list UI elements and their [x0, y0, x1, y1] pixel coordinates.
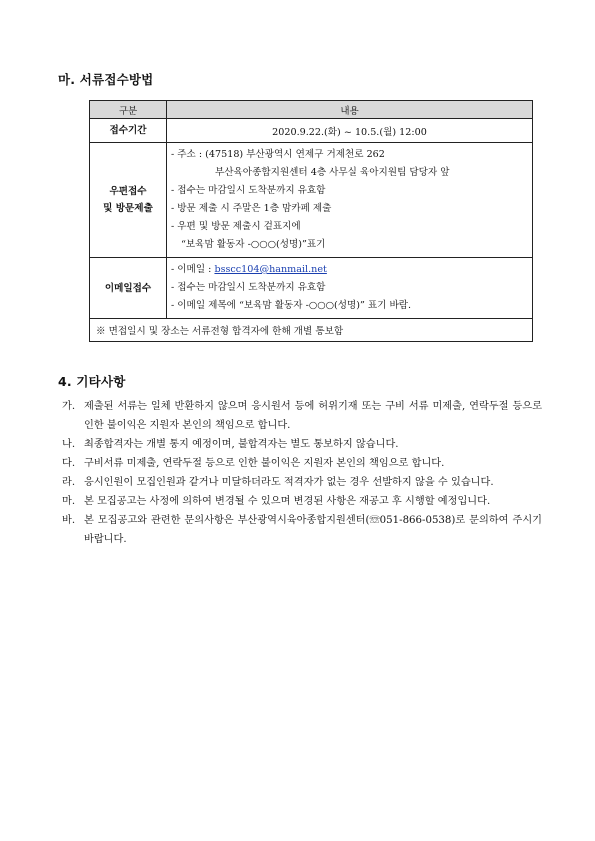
item-text: 본 모집공고와 관련한 문의사항은 부산광역시육아종합지원센터(☏051-866-0538)로 문의하여 주시기 바랍니다.	[84, 515, 542, 545]
item-marker: 가.	[62, 401, 76, 412]
mail-label-line1: 우편접수	[109, 186, 147, 197]
mail-address-line: - 주소 : (47518) 부산광역시 연제구 거제천로 262	[171, 149, 385, 160]
mail-recipient-line: 부산육아종합지원센터 4층 사무실 육아지원팀 담당자 앞	[215, 167, 450, 178]
table-row-note	[90, 319, 533, 342]
item-text: 구비서류 미제출, 연락두절 등으로 인한 불이익은 지원자 본인의 책임으로 합니다.	[84, 458, 445, 469]
other-matters-list	[62, 397, 542, 549]
list-item	[62, 454, 542, 473]
section-title-application-method: 마. 서류접수방법	[58, 72, 154, 87]
period-value: 2020.9.22.(화) ~ 10.5.(월) 12:00	[167, 119, 533, 143]
table-row-period	[90, 119, 533, 143]
mail-weekend-line: - 방문 제출 시 주말은 1층 맘카페 제출	[171, 203, 332, 214]
mail-cover-line: - 우편 및 방문 제출시 겉표지에	[171, 221, 301, 232]
mail-content	[167, 143, 533, 258]
item-text: 응시인원이 모집인원과 같거나 미달하더라도 적격자가 없는 경우 선발하지 않을 수 있습니다.	[84, 477, 494, 488]
item-marker: 바.	[62, 515, 76, 526]
list-item	[62, 492, 542, 511]
table-header-row	[90, 101, 533, 119]
mail-label-line2: 및 방문제출	[103, 203, 153, 214]
section-title-other-matters: 4. 기타사항	[58, 374, 126, 389]
item-text: 제출된 서류는 일체 반환하지 않으며 응시원서 등에 허위기재 또는 구비 서류 미제출, 연락두절 등으로 인한 불이익은 지원자 본인의 책임으로 합니다.	[84, 401, 542, 431]
interview-note: ※ 면접일시 및 장소는 서류전형 합격자에 한해 개별 통보함	[90, 319, 533, 342]
email-address-line	[171, 261, 532, 279]
item-marker: 다.	[62, 458, 76, 469]
application-method-table	[89, 100, 533, 342]
email-prefix: - 이메일 :	[171, 264, 215, 275]
item-text: 본 모집공고는 사정에 의하여 변경될 수 있으며 변경된 사항은 재공고 후 시행할 예정입니다.	[84, 496, 491, 507]
table-row-email	[90, 258, 533, 319]
email-subject-line: - 이메일 제목에 “보육맘 활동자 -○○○(성명)” 표기 바람.	[171, 300, 412, 311]
mail-label	[90, 143, 167, 258]
email-label: 이메일접수	[90, 258, 167, 319]
item-marker: 라.	[62, 477, 76, 488]
header-content: 내용	[167, 101, 533, 119]
item-marker: 나.	[62, 439, 76, 450]
email-link[interactable]: bsscc104@hanmail.net	[214, 264, 327, 275]
email-content	[167, 258, 533, 319]
list-item	[62, 473, 542, 492]
table-row-mail	[90, 143, 533, 258]
mail-cover-label-line: “보육맘 활동자 -○○○(성명)”표기	[181, 239, 326, 250]
mail-deadline-line: - 접수는 마감일시 도착분까지 유효함	[171, 185, 326, 196]
item-text: 최종합격자는 개별 통지 예정이며, 불합격자는 별도 통보하지 않습니다.	[84, 439, 399, 450]
list-item	[62, 511, 542, 549]
list-item	[62, 397, 542, 435]
item-marker: 마.	[62, 496, 76, 507]
email-deadline-line: - 접수는 마감일시 도착분까지 유효함	[171, 282, 326, 293]
header-category: 구분	[90, 101, 167, 119]
period-label: 접수기간	[90, 119, 167, 143]
list-item	[62, 435, 542, 454]
